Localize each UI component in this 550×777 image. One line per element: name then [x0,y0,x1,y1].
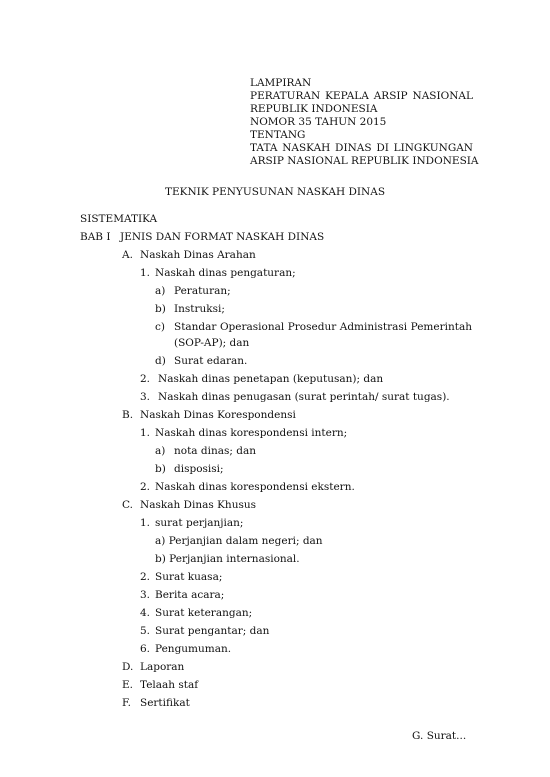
list-word: Prosedur [287,321,337,333]
list-item: Naskah dinas korespondensi intern; [155,427,348,439]
list-word: Operasional [219,321,285,333]
list-mark: 3. [140,391,151,403]
list-item: nota dinas; dan [174,445,257,457]
list-mark: a) [155,285,166,297]
list-mark: 6. [140,643,151,655]
lampiran-word: TATA [250,142,278,154]
lampiran-word: DINAS [335,142,372,154]
section-b-label: Naskah Dinas Korespondensi [140,409,296,421]
lampiran-word: LINGKUNGAN [393,142,473,154]
lampiran-word: NASIONAL [412,90,473,102]
list-mark: 2. [140,373,151,385]
list-item: surat perjanjian; [155,517,244,529]
bab-title: JENIS DAN FORMAT NASKAH DINAS [120,231,325,243]
list-item-continuation: (SOP-AP); dan [174,337,250,349]
list-item: Surat keterangan; [155,607,253,619]
lampiran-line-1: LAMPIRAN [250,77,312,89]
list-word: Pemerintah [410,321,472,333]
section-d-mark: D. [122,661,134,673]
list-mark: a) [155,445,166,457]
section-a-label: Naskah Dinas Arahan [140,249,256,261]
lampiran-word: DI [376,142,389,154]
list-mark: 1. [140,517,151,529]
list-item: Surat pengantar; dan [155,625,270,637]
list-mark: d) [155,355,166,367]
list-word: Administrasi [339,321,408,333]
list-item: Naskah dinas korespondensi ekstern. [155,481,355,493]
list-mark: c) [155,321,165,333]
list-item: b) Perjanjian internasional. [155,553,300,565]
next-page-catchword: G. Surat... [412,730,467,742]
lampiran-word: NASKAH [282,142,331,154]
list-item: a) Perjanjian dalam negeri; dan [155,535,323,547]
list-word: Standar [174,321,217,333]
section-c-mark: C. [122,499,133,511]
lampiran-line-6 [250,141,473,155]
list-item: Peraturan; [174,285,231,297]
list-mark: 5. [140,625,151,637]
list-item: Instruksi; [174,303,225,315]
list-mark: 3. [140,589,151,601]
section-b-mark: B. [122,409,134,421]
document-title: TEKNIK PENYUSUNAN NASKAH DINAS [164,186,386,198]
list-item: Naskah dinas penugasan (surat perintah/ surat tugas). [158,391,450,403]
list-item: Berita acara; [155,589,225,601]
list-mark: b) [155,303,166,315]
list-item: Surat edaran. [174,355,248,367]
list-item: Naskah dinas penetapan (keputusan); dan [158,373,384,385]
lampiran-line-7: ARSIP NASIONAL REPUBLIK INDONESIA [250,155,479,167]
section-f-label: Sertifikat [140,697,190,709]
list-mark: 2. [140,481,151,493]
list-item: disposisi; [174,463,224,475]
section-e-label: Telaah staf [140,679,199,691]
section-a-mark: A. [122,249,133,261]
bab-number: BAB I [80,231,111,243]
lampiran-word: PERATURAN [250,90,321,102]
section-c-label: Naskah Dinas Khusus [140,499,256,511]
section-e-mark: E. [122,679,134,691]
list-mark: b) [155,463,166,475]
lampiran-word: KEPALA [325,90,369,102]
sistematika-heading: SISTEMATIKA [80,213,158,225]
lampiran-line-2 [250,89,473,103]
list-item-justified [174,320,472,334]
lampiran-word: ARSIP [373,90,408,102]
section-d-label: Laporan [140,661,185,673]
list-item: Naskah dinas pengaturan; [155,267,296,279]
list-item: Pengumuman. [155,643,232,655]
section-f-mark: F. [122,697,131,709]
list-mark: 1. [140,267,151,279]
lampiran-line-5: TENTANG [250,129,306,141]
lampiran-line-4: NOMOR 35 TAHUN 2015 [250,116,387,128]
list-item: Surat kuasa; [155,571,223,583]
lampiran-line-3: REPUBLIK INDONESIA [250,103,378,115]
list-mark: 2. [140,571,151,583]
list-mark: 1. [140,427,151,439]
list-mark: 4. [140,607,151,619]
